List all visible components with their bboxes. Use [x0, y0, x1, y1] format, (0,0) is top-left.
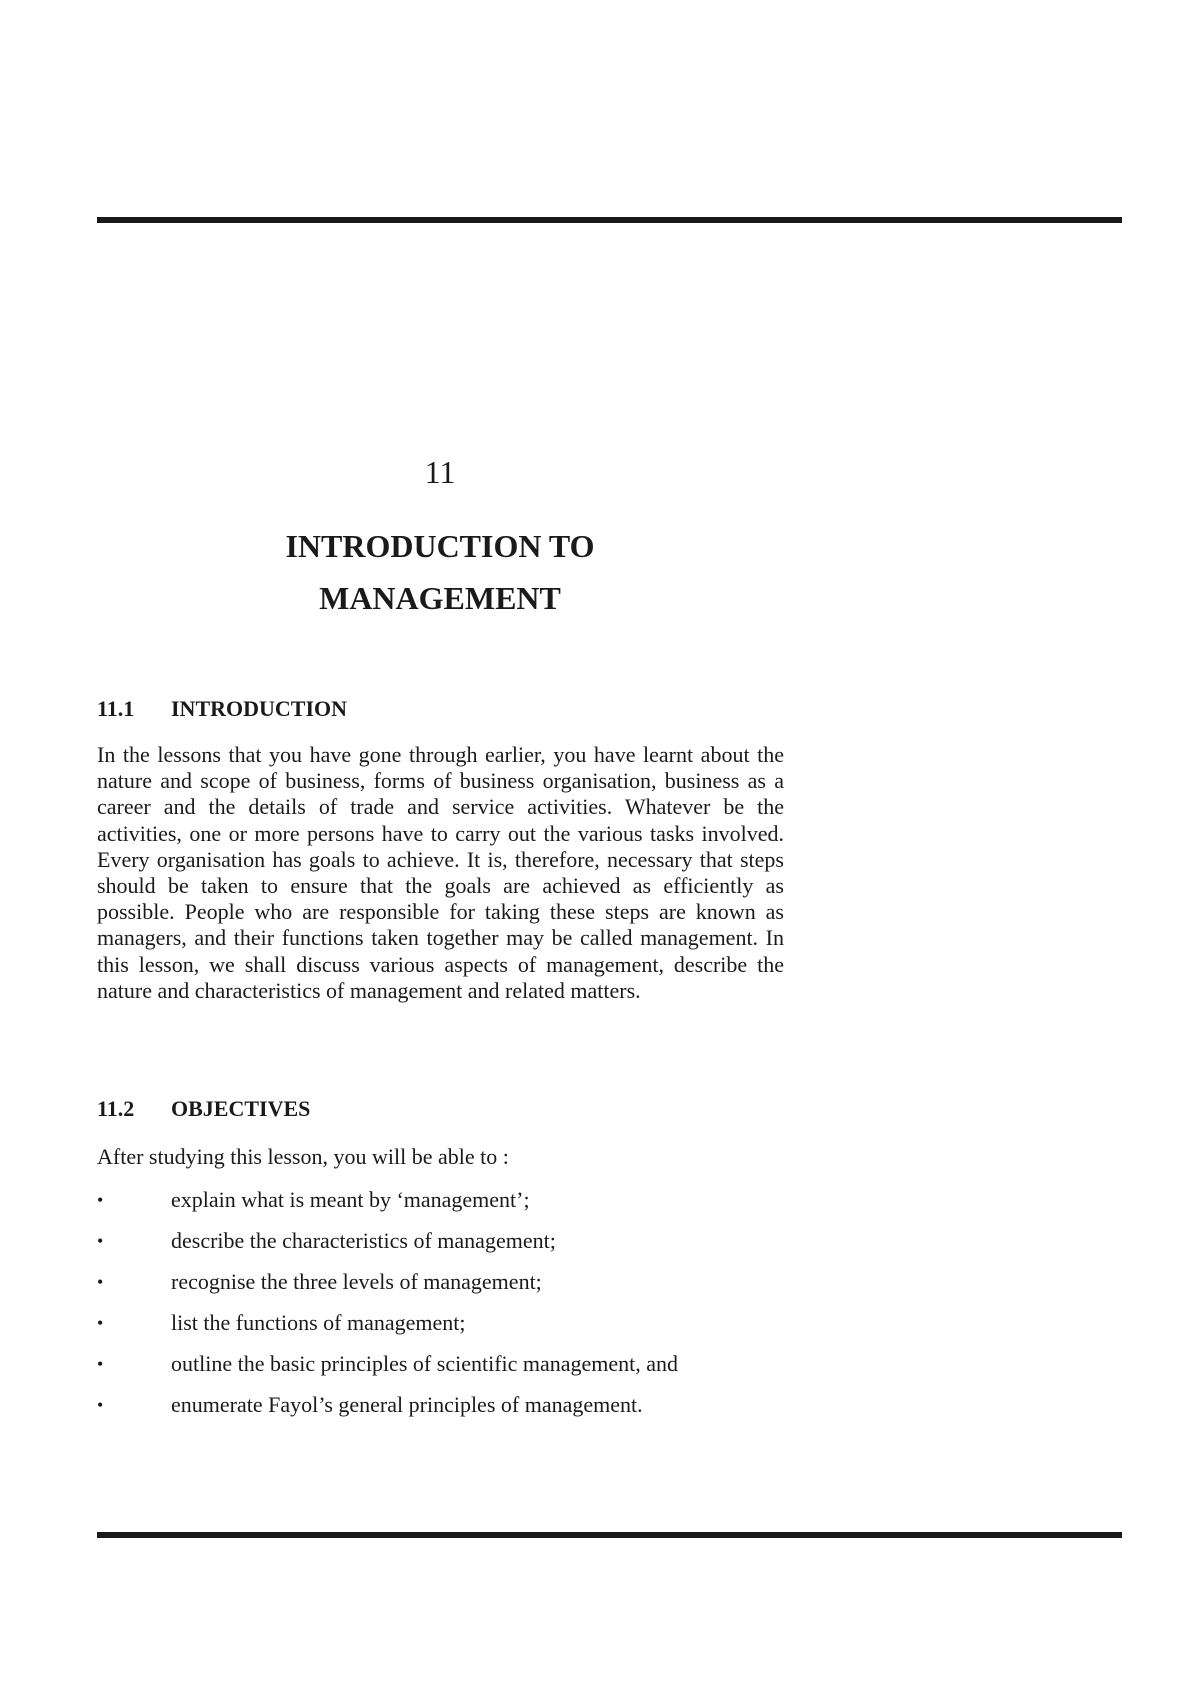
list-item	[97, 1350, 678, 1391]
introduction-paragraph: In the lessons that you have gone through earlier, you have learnt about the nature and scope of business, forms of business organisation, business as a career and the details of trade and service activities. Whatever be the activities, one or more persons have to carry out the various tasks involved. Every organisation has goals to achieve. It is, therefore, necessary that steps should be taken to ensure that the goals are achieved as efficiently as possible. People who are responsible for taking these steps are known as managers, and their functions taken together may be called management. In this lesson, we shall discuss various aspects of management, describe the nature and characteristics of management and related matters.	[97, 742, 784, 1003]
bullet-icon: •	[97, 1395, 104, 1415]
bullet-icon: •	[97, 1313, 104, 1333]
list-item	[97, 1309, 678, 1350]
list-item-text: recognise the three levels of management;	[171, 1269, 542, 1294]
objectives-list	[97, 1186, 678, 1432]
chapter-title-line-1: INTRODUCTION TO	[285, 528, 595, 564]
chapter-number: 11	[424, 454, 456, 490]
list-item	[97, 1268, 678, 1309]
list-item	[97, 1227, 678, 1268]
bullet-icon: •	[97, 1190, 104, 1210]
bullet-icon: •	[97, 1354, 104, 1374]
top-rule	[97, 217, 1122, 223]
chapter-title	[190, 520, 690, 624]
list-item	[97, 1391, 678, 1432]
chapter-title-line-2: MANAGEMENT	[319, 580, 561, 616]
section-number: 11.1	[97, 696, 135, 721]
section-title: OBJECTIVES	[171, 1096, 311, 1121]
list-item-text: enumerate Fayol’s general principles of management.	[171, 1392, 643, 1417]
list-item	[97, 1186, 678, 1227]
objectives-lead-text: After studying this lesson, you will be able to :	[97, 1144, 509, 1169]
section-title: INTRODUCTION	[171, 696, 348, 721]
list-item-text: outline the basic principles of scientific management, and	[171, 1351, 679, 1376]
section-heading-objectives	[97, 1095, 310, 1123]
list-item-text: list the functions of management;	[171, 1310, 466, 1335]
list-item-text: describe the characteristics of management;	[171, 1228, 556, 1253]
bullet-icon: •	[97, 1231, 104, 1251]
bottom-rule	[97, 1532, 1122, 1538]
bullet-icon: •	[97, 1272, 104, 1292]
list-item-text: explain what is meant by ‘management’;	[171, 1187, 530, 1212]
section-heading-introduction	[97, 695, 347, 723]
section-number: 11.2	[97, 1096, 135, 1121]
